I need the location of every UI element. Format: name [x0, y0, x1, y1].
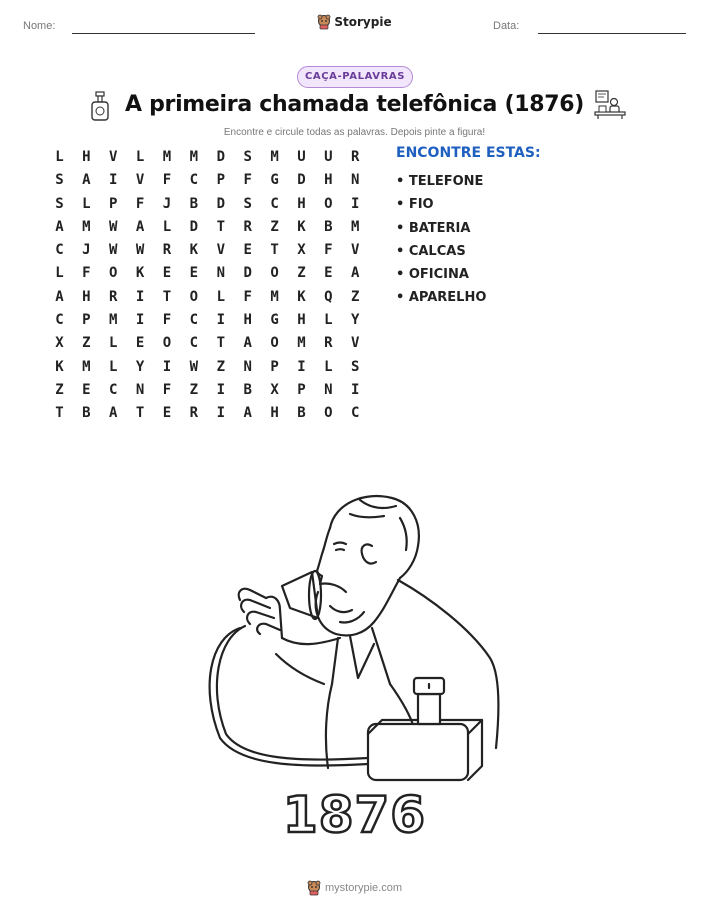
grid-cell[interactable]: S: [243, 149, 252, 165]
grid-cell[interactable]: O: [189, 288, 199, 305]
grid-cell[interactable]: F: [243, 288, 252, 305]
grid-cell[interactable]: S: [351, 358, 360, 375]
grid-cell[interactable]: A: [82, 172, 91, 189]
grid-cell[interactable]: C: [55, 312, 64, 329]
grid-cell[interactable]: A: [243, 335, 252, 352]
grid-cell[interactable]: L: [324, 312, 333, 329]
grid-cell[interactable]: R: [324, 335, 333, 352]
word-item: • OFICINA: [396, 267, 469, 283]
grid-cell[interactable]: Z: [297, 265, 306, 282]
word-item: • FIO: [396, 197, 434, 213]
grid-cell[interactable]: L: [109, 358, 118, 375]
grid-cell[interactable]: H: [82, 288, 91, 305]
grid-cell[interactable]: L: [109, 335, 118, 352]
grid-cell[interactable]: T: [55, 405, 64, 422]
grid-cell[interactable]: O: [162, 335, 172, 352]
grid-cell[interactable]: I: [135, 312, 145, 329]
grid-cell[interactable]: B: [243, 381, 252, 398]
grid-cell[interactable]: C: [55, 242, 64, 259]
grid-cell[interactable]: A: [243, 405, 252, 422]
grid-cell[interactable]: F: [162, 312, 172, 329]
grid-cell[interactable]: O: [324, 195, 333, 212]
grid-cell[interactable]: M: [189, 149, 199, 165]
grid-cell[interactable]: M: [162, 149, 172, 165]
grid-cell[interactable]: O: [324, 405, 333, 422]
brand-logo: [0, 14, 709, 34]
grid-cell[interactable]: T: [216, 218, 225, 235]
grid-cell[interactable]: M: [270, 149, 279, 165]
grid-cell[interactable]: H: [297, 195, 306, 212]
grid-cell[interactable]: O: [270, 335, 279, 352]
grid-cell[interactable]: I: [216, 381, 225, 398]
grid-cell[interactable]: P: [270, 358, 279, 375]
grid-cell[interactable]: Z: [351, 288, 360, 305]
grid-cell[interactable]: M: [109, 312, 118, 329]
grid-cell[interactable]: E: [135, 335, 145, 352]
grid-cell[interactable]: L: [324, 358, 333, 375]
word-list: [396, 170, 486, 310]
grid-cell[interactable]: K: [55, 358, 64, 375]
activity-badge: CAÇA-PALAVRAS: [297, 66, 413, 88]
letter-grid[interactable]: [46, 146, 369, 426]
grid-cell[interactable]: N: [324, 381, 333, 398]
word-item: • BATERIA: [396, 220, 471, 236]
grid-cell[interactable]: A: [55, 288, 64, 305]
grid-cell[interactable]: Y: [135, 358, 145, 375]
grid-cell[interactable]: N: [135, 381, 145, 398]
storypie-mascot-icon: [317, 14, 331, 30]
grid-cell[interactable]: U: [324, 149, 333, 165]
footer: [0, 880, 709, 900]
grid-cell[interactable]: E: [162, 405, 172, 422]
grid-cell[interactable]: V: [109, 149, 118, 165]
grid-cell[interactable]: V: [216, 242, 225, 259]
grid-cell[interactable]: L: [216, 288, 225, 305]
grid-cell[interactable]: T: [216, 335, 225, 352]
grid-cell[interactable]: U: [297, 149, 306, 165]
grid-cell[interactable]: V: [135, 172, 145, 189]
grid-cell[interactable]: O: [270, 265, 279, 282]
grid-cell[interactable]: I: [216, 312, 225, 329]
grid-cell[interactable]: Z: [270, 218, 279, 235]
grid-cell[interactable]: F: [135, 195, 145, 212]
grid-cell[interactable]: S: [55, 195, 64, 212]
grid-cell[interactable]: D: [216, 149, 225, 165]
grid-cell[interactable]: X: [270, 381, 279, 398]
grid-cell[interactable]: F: [162, 381, 172, 398]
grid-cell[interactable]: C: [270, 195, 279, 212]
grid-cell[interactable]: Z: [55, 381, 64, 398]
grid-cell[interactable]: I: [351, 381, 360, 398]
grid-cell[interactable]: L: [82, 195, 91, 212]
workshop-icon: [594, 90, 626, 120]
grid-cell[interactable]: F: [243, 172, 252, 189]
grid-cell[interactable]: C: [109, 381, 118, 398]
grid-cell[interactable]: P: [297, 381, 306, 398]
grid-cell[interactable]: B: [82, 405, 91, 422]
page-title: A primeira chamada telefônica (1876): [124, 92, 584, 117]
grid-cell[interactable]: F: [324, 242, 333, 259]
grid-cell[interactable]: H: [297, 312, 306, 329]
grid-cell[interactable]: L: [55, 149, 64, 165]
grid-cell[interactable]: Z: [82, 335, 91, 352]
grid-cell[interactable]: I: [216, 405, 225, 422]
grid-cell[interactable]: D: [243, 265, 252, 282]
grid-cell[interactable]: W: [135, 242, 145, 259]
grid-cell[interactable]: G: [270, 312, 279, 329]
grid-cell[interactable]: H: [270, 405, 279, 422]
grid-cell[interactable]: T: [135, 405, 145, 422]
word-list-heading: ENCONTRE ESTAS:: [396, 145, 541, 161]
grid-cell[interactable]: I: [297, 358, 306, 375]
grid-cell[interactable]: H: [243, 312, 252, 329]
grid-cell[interactable]: R: [189, 405, 199, 422]
grid-cell[interactable]: M: [82, 358, 91, 375]
grid-cell[interactable]: A: [351, 265, 360, 282]
grid-cell[interactable]: G: [270, 172, 279, 189]
grid-cell[interactable]: I: [162, 358, 172, 375]
grid-cell[interactable]: C: [189, 335, 199, 352]
grid-cell[interactable]: V: [351, 242, 360, 259]
grid-cell[interactable]: I: [109, 172, 118, 189]
grid-cell[interactable]: Q: [324, 288, 333, 305]
grid-cell[interactable]: Z: [216, 358, 225, 375]
grid-cell[interactable]: E: [82, 381, 91, 398]
grid-cell[interactable]: A: [55, 218, 64, 235]
grid-cell[interactable]: O: [109, 265, 118, 282]
date-label: Data:: [493, 20, 520, 32]
word-item: • TELEFONE: [396, 174, 484, 189]
grid-cell[interactable]: I: [351, 195, 360, 212]
grid-cell[interactable]: R: [243, 218, 252, 235]
grid-cell[interactable]: J: [162, 195, 172, 212]
grid-cell[interactable]: N: [216, 265, 225, 282]
grid-cell[interactable]: E: [162, 265, 172, 282]
footer-url: mystorypie.com: [324, 882, 403, 894]
grid-cell[interactable]: W: [109, 218, 118, 235]
grid-cell[interactable]: X: [297, 242, 306, 259]
grid-cell[interactable]: L: [135, 149, 145, 165]
grid-cell[interactable]: P: [82, 312, 91, 329]
grid-cell[interactable]: D: [216, 195, 225, 212]
grid-cell[interactable]: R: [162, 242, 172, 259]
name-label: Nome:: [23, 20, 56, 32]
grid-cell[interactable]: N: [243, 358, 252, 375]
grid-cell[interactable]: A: [109, 405, 118, 422]
grid-cell[interactable]: B: [189, 195, 199, 212]
grid-cell[interactable]: K: [297, 288, 306, 305]
grid-cell[interactable]: X: [55, 335, 64, 352]
grid-cell[interactable]: F: [82, 265, 91, 282]
grid-cell[interactable]: R: [109, 288, 118, 305]
bell-telephone-coloring-icon[interactable]: [200, 488, 510, 788]
grid-cell[interactable]: H: [82, 149, 91, 165]
grid-cell[interactable]: F: [162, 172, 172, 189]
grid-cell[interactable]: D: [297, 172, 306, 189]
grid-cell[interactable]: B: [297, 405, 306, 422]
grid-cell[interactable]: H: [324, 172, 333, 189]
grid-cell[interactable]: S: [243, 195, 252, 212]
grid-cell[interactable]: M: [297, 335, 306, 352]
grid-cell[interactable]: P: [216, 172, 225, 189]
grid-cell[interactable]: D: [189, 218, 199, 235]
grid-cell[interactable]: W: [109, 242, 118, 259]
grid-cell[interactable]: K: [135, 265, 145, 282]
grid-cell[interactable]: V: [351, 335, 360, 352]
grid-cell[interactable]: L: [55, 265, 64, 282]
year-label: 1876: [282, 786, 427, 844]
grid-cell[interactable]: P: [109, 195, 118, 212]
grid-cell[interactable]: E: [324, 265, 333, 282]
grid-cell[interactable]: M: [270, 288, 279, 305]
grid-cell[interactable]: Y: [351, 312, 360, 329]
grid-cell[interactable]: B: [324, 218, 333, 235]
grid-cell[interactable]: J: [82, 242, 91, 259]
grid-cell[interactable]: K: [189, 242, 199, 259]
grid-cell[interactable]: A: [135, 218, 145, 235]
grid-cell[interactable]: L: [162, 218, 172, 235]
word-item: • CALCAS: [396, 243, 466, 259]
grid-cell[interactable]: E: [243, 242, 252, 259]
grid-cell[interactable]: E: [189, 265, 199, 282]
grid-cell[interactable]: C: [189, 312, 199, 329]
grid-cell[interactable]: N: [351, 172, 360, 189]
grid-cell[interactable]: T: [270, 242, 279, 259]
brand-name: Storypie: [334, 15, 392, 29]
grid-cell[interactable]: W: [189, 358, 199, 375]
grid-cell[interactable]: R: [351, 149, 360, 165]
grid-cell[interactable]: C: [351, 405, 360, 422]
grid-cell[interactable]: M: [82, 218, 91, 235]
storypie-mascot-icon: [307, 880, 321, 896]
word-item: • APARELHO: [396, 290, 487, 306]
grid-cell[interactable]: I: [135, 288, 145, 305]
grid-cell[interactable]: K: [297, 218, 306, 235]
grid-cell[interactable]: S: [55, 172, 64, 189]
grid-cell[interactable]: T: [162, 288, 172, 305]
grid-cell[interactable]: Z: [189, 381, 199, 398]
grid-cell[interactable]: M: [351, 218, 360, 235]
instructions: Encontre e circule todas as palavras. Depois pinte a figura!: [223, 127, 486, 138]
grid-cell[interactable]: C: [189, 172, 199, 189]
